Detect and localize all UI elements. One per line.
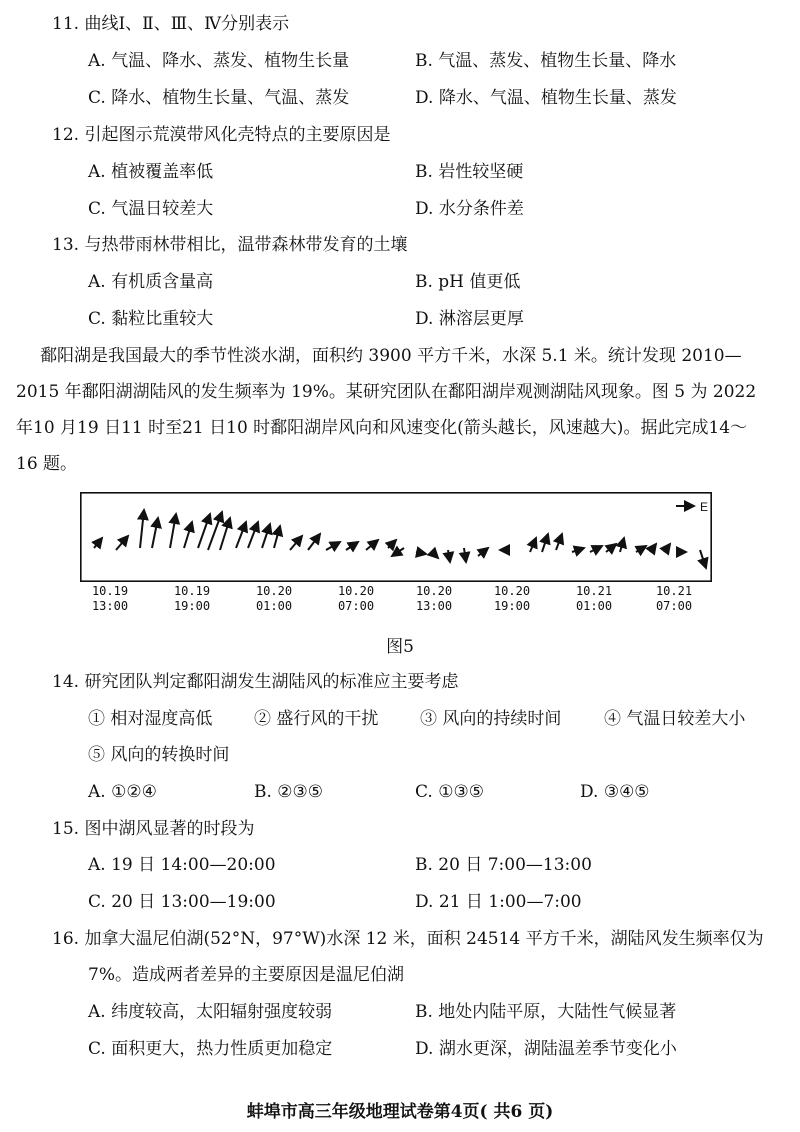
q14-item-1: ① 相对湿度高低: [88, 709, 213, 729]
figure-caption: 图5: [386, 637, 414, 657]
passage-line-4: 16 题。: [16, 454, 78, 474]
tick-label: 10.20 01:00: [255, 584, 293, 613]
q16-stem-line-1: 16. 加拿大温尼伯湖(52°N，97°W)水深 12 米，面积 24514 平方千米，湖陆风发生频率仅为: [52, 929, 764, 949]
q12-option-d: D. 水分条件差: [415, 199, 524, 219]
q15-option-b: B. 20 日 7:00—13:00: [415, 855, 592, 875]
q14-item-5: ⑤ 风向的转换时间: [88, 745, 230, 765]
passage-line-3: 年10 月19 日11 时至21 日10 时鄱阳湖岸风向和风速变化(箭头越长，风速越大)。据此完成14～: [16, 418, 748, 438]
q12-option-c: C. 气温日较差大: [88, 199, 214, 219]
q11-option-d: D. 降水、气温、植物生长量、蒸发: [415, 88, 677, 108]
q14-option-c: C. ①③⑤: [415, 782, 484, 802]
q13-stem: 13. 与热带雨林带相比，温带森林带发育的土壤: [52, 235, 408, 255]
q16-option-d: D. 湖水更深，湖陆温差季节变化小: [415, 1039, 677, 1059]
q12-option-b: B. 岩性较坚硬: [415, 162, 524, 182]
tick-label: 10.21 01:00: [575, 584, 613, 613]
q14-option-a: A. ①②④: [88, 782, 157, 802]
tick-label: 10.20 13:00: [415, 584, 453, 613]
tick-label: 10.19 13:00: [91, 584, 129, 613]
q13-option-c: C. 黏粒比重较大: [88, 309, 214, 329]
q12-option-a: A. 植被覆盖率低: [88, 162, 214, 182]
q14-item-2: ② 盛行风的干扰: [254, 709, 379, 729]
q14-item-4: ④ 气温日较差大小: [604, 709, 746, 729]
q12-stem: 12. 引起图示荒漠带风化壳特点的主要原因是: [52, 125, 391, 145]
q16-option-b: B. 地处内陆平原，大陆性气候显著: [415, 1002, 677, 1022]
tick-label: 10.20 07:00: [337, 584, 375, 613]
q15-option-d: D. 21 日 1:00—7:00: [415, 892, 582, 912]
q13-option-b: B. pH 值更低: [415, 272, 521, 292]
q11-option-a: A. 气温、降水、蒸发、植物生长量: [88, 51, 350, 71]
passage-line-1: 鄱阳湖是我国最大的季节性淡水湖，面积约 3900 平方千米，水深 5.1 米。统计发现 2010—: [40, 346, 742, 366]
q15-option-a: A. 19 日 14:00—20:00: [88, 855, 276, 875]
q16-option-a: A. 纬度较高，太阳辐射强度较弱: [88, 1002, 333, 1022]
q14-option-b: B. ②③⑤: [254, 782, 324, 802]
q15-stem: 15. 图中湖风显著的时段为: [52, 819, 255, 839]
q14-stem: 14. 研究团队判定鄱阳湖发生湖陆风的标准应主要考虑: [52, 672, 459, 692]
q11-option-b: B. 气温、蒸发、植物生长量、降水: [415, 51, 677, 71]
q16-option-c: C. 面积更大，热力性质更加稳定: [88, 1039, 333, 1059]
page-footer: 蚌埠市高三年级地理试卷第4页( 共6 页): [246, 1102, 554, 1122]
tick-label: 10.21 07:00: [655, 584, 693, 613]
passage-line-2: 2015 年鄱阳湖湖陆风的发生频率为 19%。某研究团队在鄱阳湖岸观测湖陆风现象。图 5 为 2022: [16, 382, 757, 402]
wind-vector-figure: [80, 492, 712, 582]
q11-option-c: C. 降水、植物生长量、气温、蒸发: [88, 88, 350, 108]
q13-option-a: A. 有机质含量高: [88, 272, 214, 292]
legend-east-label: E: [700, 500, 709, 514]
q14-option-d: D. ③④⑤: [580, 782, 650, 802]
tick-label: 10.19 19:00: [173, 584, 211, 613]
q16-stem-line-2: 7%。造成两者差异的主要原因是温尼伯湖: [88, 965, 404, 985]
q15-option-c: C. 20 日 13:00—19:00: [88, 892, 276, 912]
q14-item-3: ③ 风向的持续时间: [420, 709, 562, 729]
q13-option-d: D. 淋溶层更厚: [415, 309, 524, 329]
q11-stem: 11. 曲线Ⅰ、Ⅱ、Ⅲ、Ⅳ分别表示: [52, 14, 290, 34]
tick-label: 10.20 19:00: [493, 584, 531, 613]
wind-vectors: [94, 506, 706, 568]
